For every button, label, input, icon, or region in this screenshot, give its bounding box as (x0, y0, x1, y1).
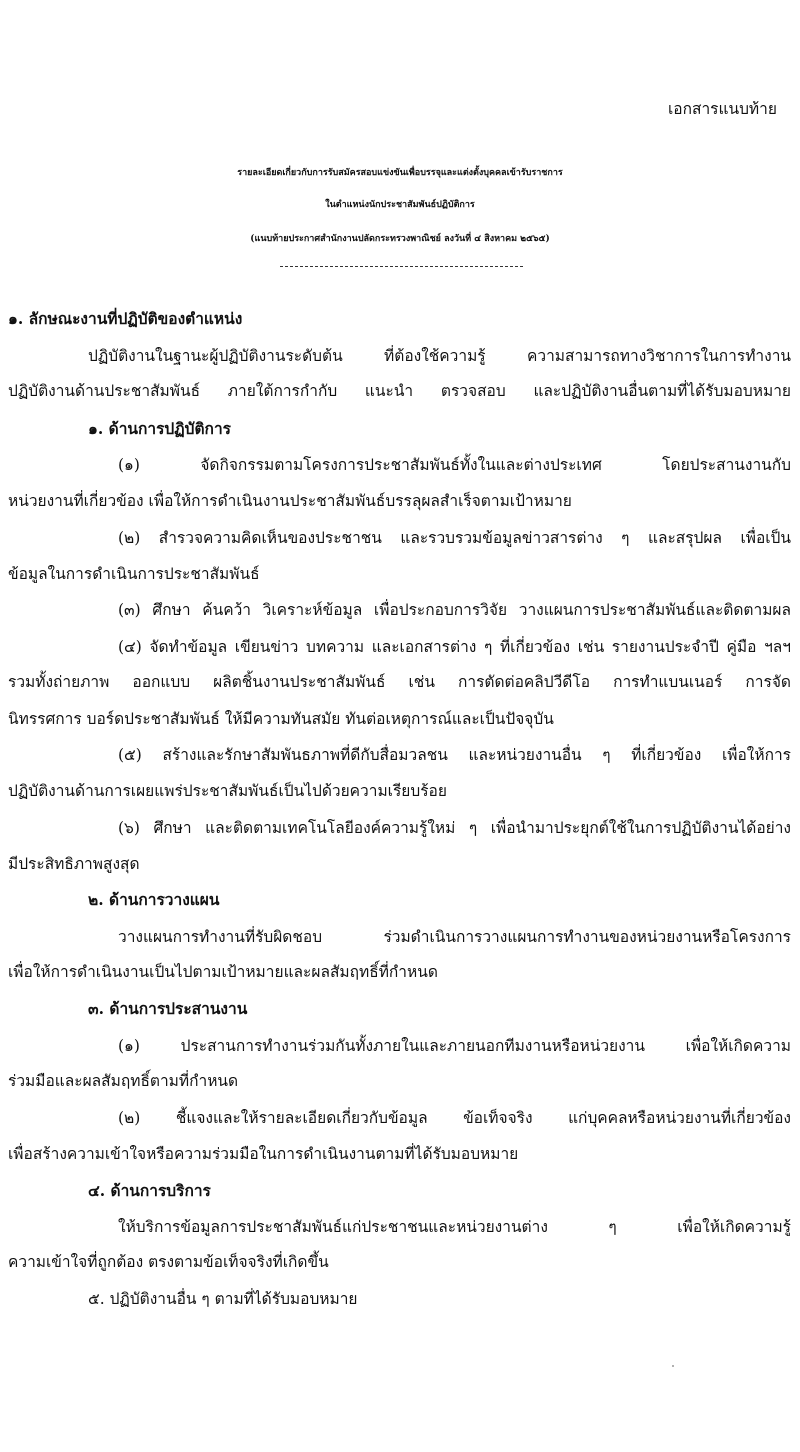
section-1-heading: ๑. ลักษณะงานที่ปฏิบัติของตำแหน่ง (8, 309, 243, 328)
coordination-item-1-line-1: (๑) ประสานการทำงานร่วมกันทั้งภายในและภายนอกทีมงานหรือหน่วยงาน เพื่อให้เกิดความ (118, 1037, 791, 1055)
operations-item-1-line-2: หน่วยงานที่เกี่ยวข้อง เพื่อให้การดำเนินงานประชาสัมพันธ์บรรลุผลสำเร็จตามเป้าหมาย (8, 492, 572, 510)
title-line-3: (แนบท้ายประกาศสำนักงานปลัดกระทรวงพาณิชย์ ลงวันที่ ๔ สิงหาคม ๒๕๖๕) (250, 234, 550, 244)
annex-label: เอกสารแนบท้าย (668, 100, 777, 118)
planning-line-1: วางแผนการทำงานที่รับผิดชอบ ร่วมดำเนินการวางแผนการทำงานของหน่วยงานหรือโครงการ (118, 928, 791, 946)
operations-item-4-line-3: นิทรรศการ บอร์ดประชาสัมพันธ์ ให้มีความทันสมัย ทันต่อเหตุการณ์และเป็นปัจจุบัน (8, 710, 554, 728)
operations-item-3-line-1: (๓) ศึกษา ค้นคว้า วิเคราะห์ข้อมูล เพื่อประกอบการวิจัย วางแผนการประชาสัมพันธ์และติดตามผล (118, 601, 791, 619)
operations-item-6-line-2: มีประสิทธิภาพสูงสุด (8, 855, 140, 873)
service-line-1: ให้บริการข้อมูลการประชาสัมพันธ์แก่ประชาชนและหน่วยงานต่าง ๆ เพื่อให้เกิดความรู้ (118, 1218, 791, 1236)
coordination-item-2-line-2: เพื่อสร้างความเข้าใจหรือความร่วมมือในการดำเนินงานตามที่ได้รับมอบหมาย (8, 1145, 519, 1163)
operations-item-4-line-1: (๔) จัดทำข้อมูล เขียนข่าว บทความ และเอกสารต่าง ๆ ที่เกี่ยวข้อง เช่น รายงานประจำปี คู่มือ ฯลฯ (118, 638, 791, 656)
title-line-1: รายละเอียดเกี่ยวกับการรับสมัครสอบแข่งขันเพื่อบรรจุและแต่งตั้งบุคคลเข้ารับราชการ (237, 168, 563, 178)
section-1-intro-line-2: ปฏิบัติงานด้านประชาสัมพันธ์ ภายใต้การกำกับ แนะนำ ตรวจสอบ และปฏิบัติงานอื่นตามที่ได้รับมอบหมาย (8, 382, 791, 400)
planning-line-2: เพื่อให้การดำเนินงานเป็นไปตามเป้าหมายและผลสัมฤทธิ์ที่กำหนด (8, 963, 438, 981)
operations-item-2-line-2: ข้อมูลในการดำเนินการประชาสัมพันธ์ (8, 565, 260, 583)
operations-item-5-line-1: (๕) สร้างและรักษาสัมพันธภาพที่ดีกับสื่อมวลชน และหน่วยงานอื่น ๆ ที่เกี่ยวข้อง เพื่อให้การ (118, 746, 791, 764)
operations-item-4-line-2: รวมทั้งถ่ายภาพ ออกแบบ ผลิตชิ้นงานประชาสัมพันธ์ เช่น การตัดต่อคลิปวีดีโอ การทำแบนเนอร์ การจัด (8, 673, 791, 691)
scan-speck (672, 1365, 674, 1367)
operations-heading: ๑. ด้านการปฏิบัติการ (88, 419, 231, 438)
operations-item-2-line-1: (๒) สำรวจความคิดเห็นของประชาชน และรวบรวมข้อมูลข่าวสารต่าง ๆ และสรุปผล เพื่อเป็น (118, 529, 791, 547)
service-line-2: ความเข้าใจที่ถูกต้อง ตรงตามข้อเท็จจริงที่เกิดขึ้น (8, 1253, 329, 1271)
service-heading: ๔. ด้านการบริการ (88, 1181, 211, 1200)
title-line-2: ในตำแหน่งนักประชาสัมพันธ์ปฏิบัติการ (325, 200, 475, 210)
operations-item-1-line-1: (๑) จัดกิจกรรมตามโครงการประชาสัมพันธ์ทั้งในและต่างประเทศ โดยประสานงานกับ (118, 456, 791, 474)
operations-item-6-line-1: (๖) ศึกษา และติดตามเทคโนโลยีองค์ความรู้ใหม่ ๆ เพื่อนำมาประยุกต์ใช้ในการปฏิบัติงานได้อย่าง (118, 819, 791, 837)
title-divider (280, 266, 523, 267)
coordination-item-1-line-2: ร่วมมือและผลสัมฤทธิ์ตามที่กำหนด (8, 1072, 239, 1090)
coordination-item-2-line-1: (๒) ชี้แจงและให้รายละเอียดเกี่ยวกับข้อมูล ข้อเท็จจริง แก่บุคคลหรือหน่วยงานที่เกี่ยวข้อง (118, 1109, 791, 1127)
other-duties: ๕. ปฏิบัติงานอื่น ๆ ตามที่ได้รับมอบหมาย (88, 1290, 358, 1308)
coordination-heading: ๓. ด้านการประสานงาน (88, 999, 248, 1018)
operations-item-5-line-2: ปฏิบัติงานด้านการเผยแพร่ประชาสัมพันธ์เป็นไปด้วยความเรียบร้อย (8, 782, 447, 800)
section-1-intro-line-1: ปฏิบัติงานในฐานะผู้ปฏิบัติงานระดับต้น ที่ต้องใช้ความรู้ ความสามารถทางวิชาการในการทำงาน (88, 347, 791, 365)
planning-heading: ๒. ด้านการวางแผน (88, 890, 220, 909)
